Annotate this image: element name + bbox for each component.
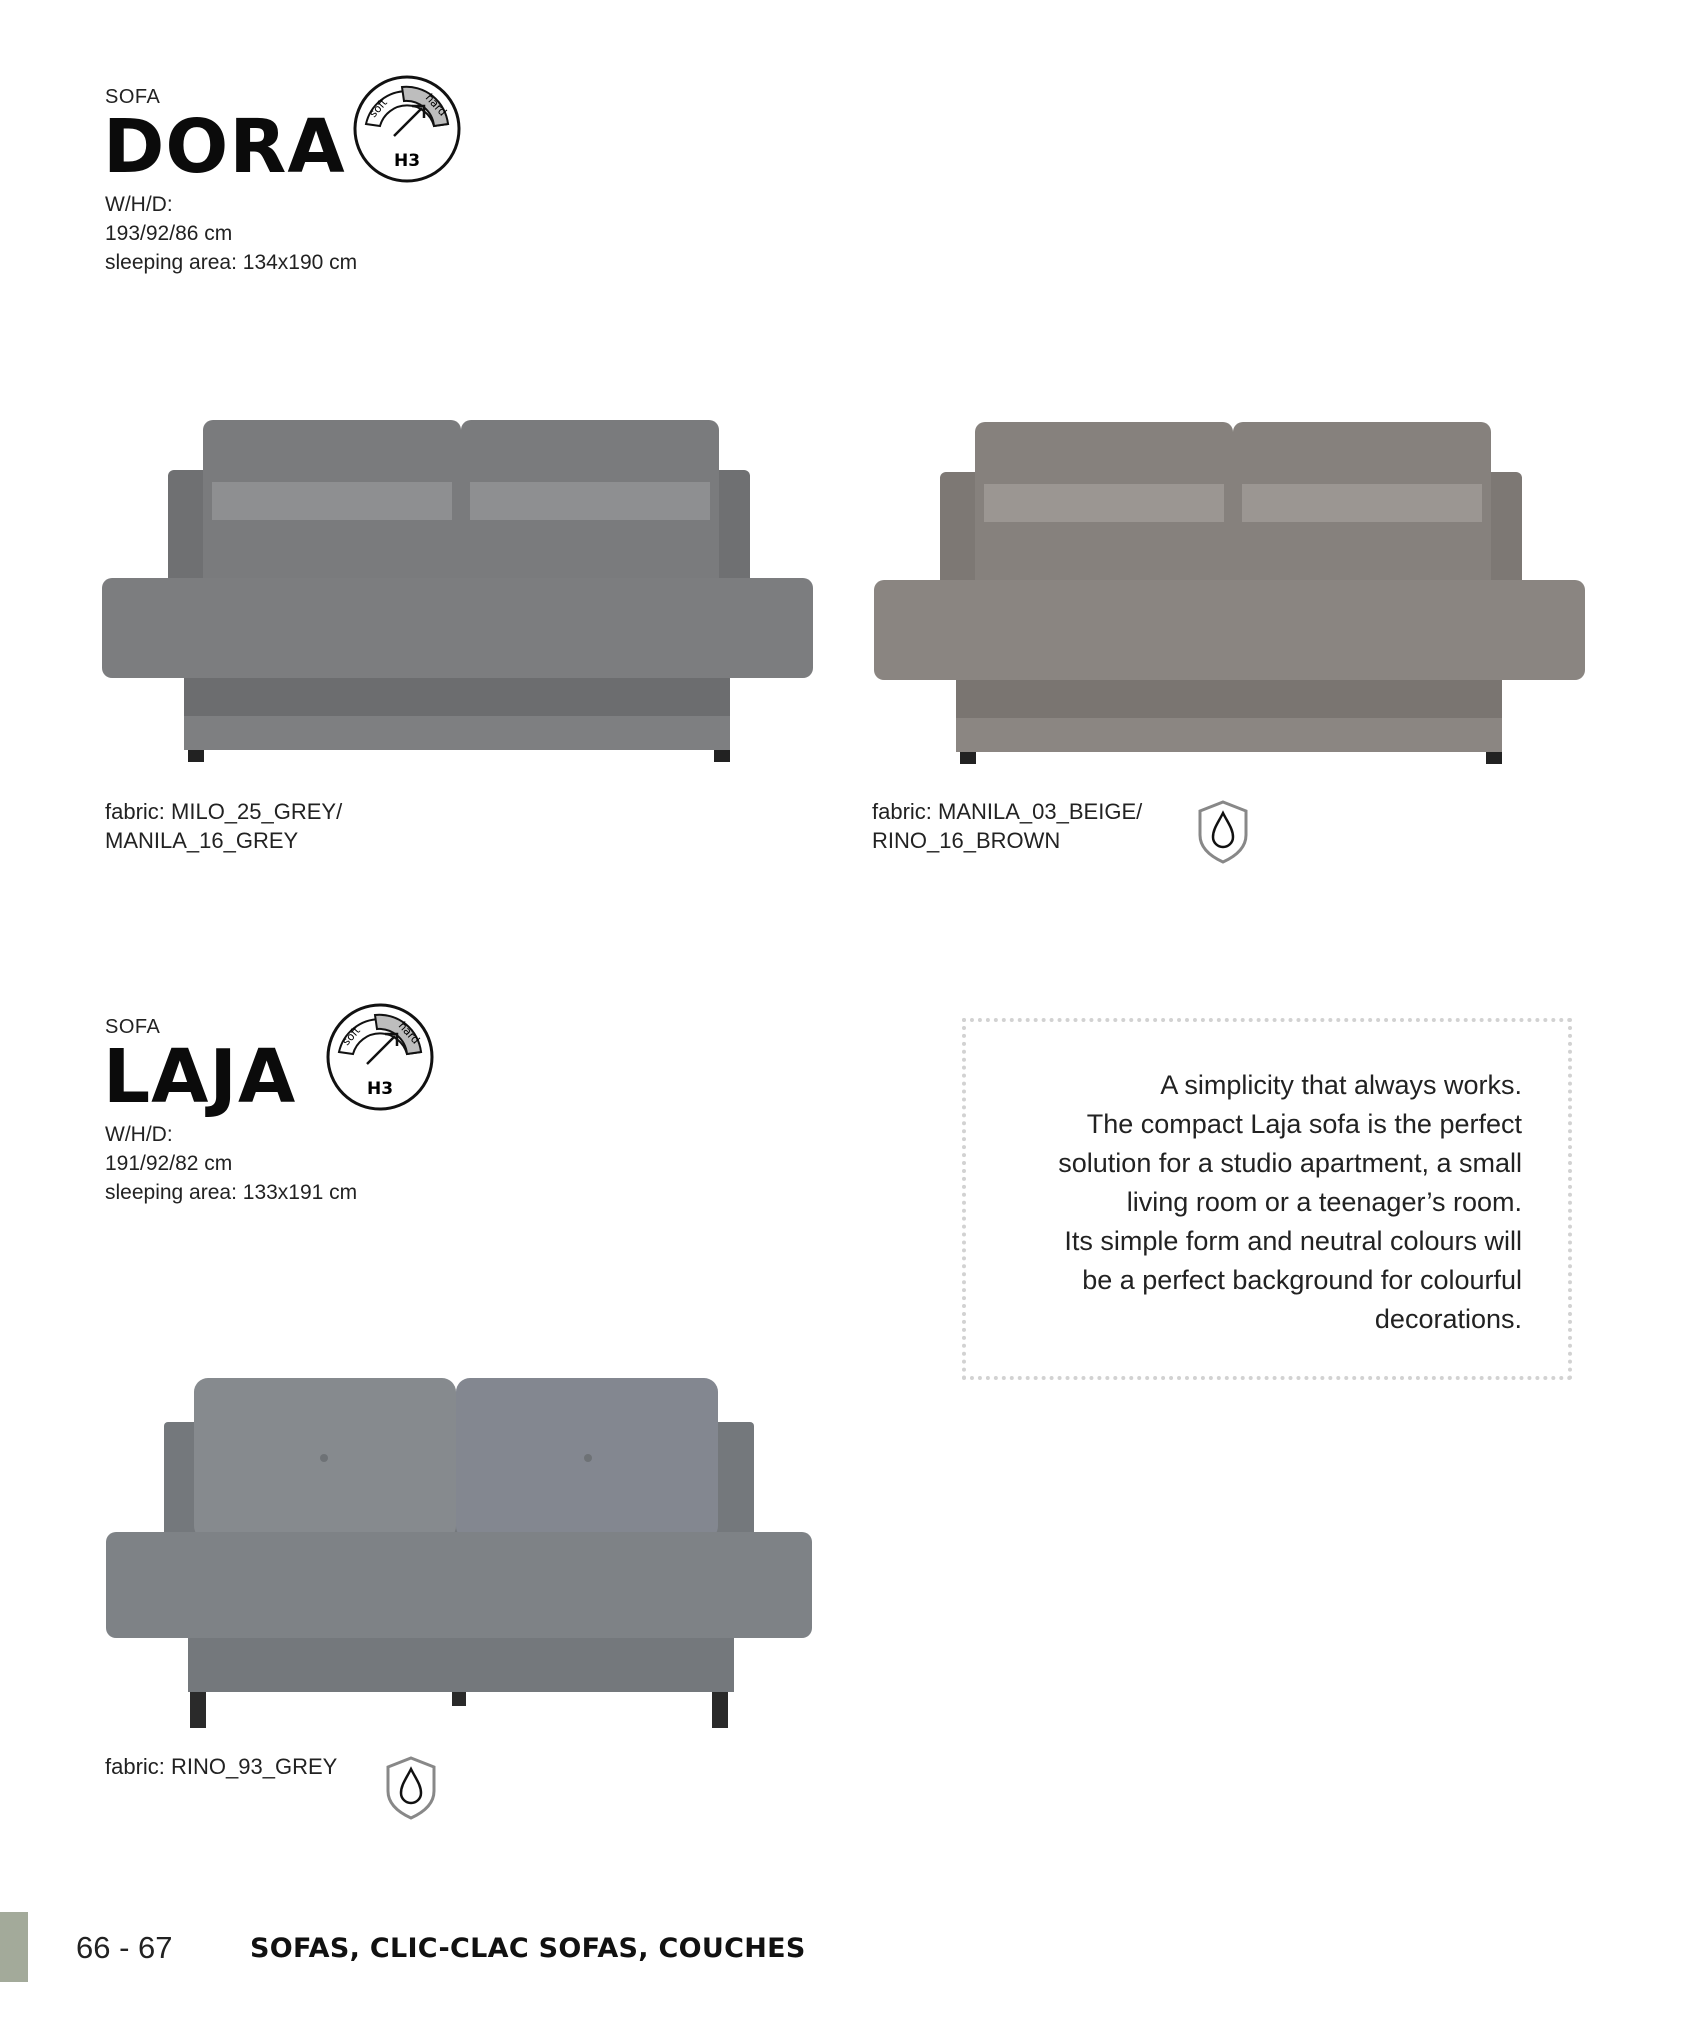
gauge-soft-label: soft [339,1024,363,1049]
laja-fabric-1: fabric: RINO_93_GREY [105,1754,338,1779]
description-text: A simplicity that always works. The compact Laja sofa is the perfect solution for a studio apartment, a small living room or a teenager’s room. Its simple form and neutral colours will be a perfect background for colourful decorations. [1058,1070,1522,1334]
sleeping-area: sleeping area: 134x190 cm [105,251,358,274]
dora-title: DORA [103,104,346,190]
water-repellent-icon [384,1755,438,1821]
dims-value: 191/92/82 cm [105,1152,233,1175]
laja-grey-sofa-image [104,1372,814,1732]
laja-title: LAJA [103,1034,297,1120]
firmness-gauge-icon [325,1002,435,1112]
dora-grey-sofa-image [100,410,815,770]
dora-beige-sofa-image [872,412,1587,772]
laja-category: SOFA [105,1016,161,1038]
gauge-soft-label: soft [366,96,390,121]
dora-category: SOFA [105,86,161,108]
sleeping-area: sleeping area: 133x191 cm [105,1181,358,1204]
page-numbers: 66 - 67 [76,1930,173,1965]
dora-fabric-2: fabric: MANILA_03_BEIGE/ RINO_16_BROWN [872,799,1143,853]
footer-accent-bar [0,1912,28,1982]
section-title: SOFAS, CLIC-CLAC SOFAS, COUCHES [250,1933,806,1964]
laja-specs [105,1120,357,1207]
dora-specs [105,190,357,277]
gauge-level: H3 [366,1079,394,1099]
gauge-hard-label: hard [422,91,450,119]
description-box [962,1018,1572,1380]
dora-fabric-1: fabric: MILO_25_GREY/ MANILA_16_GREY [105,799,343,853]
gauge-hard-label: hard [395,1019,423,1047]
dims-label: W/H/D: [105,1123,173,1146]
dims-value: 193/92/86 cm [105,222,233,245]
dims-label: W/H/D: [105,193,173,216]
gauge-level: H3 [393,151,421,171]
water-repellent-icon [1196,799,1250,865]
firmness-gauge-icon [352,74,462,184]
